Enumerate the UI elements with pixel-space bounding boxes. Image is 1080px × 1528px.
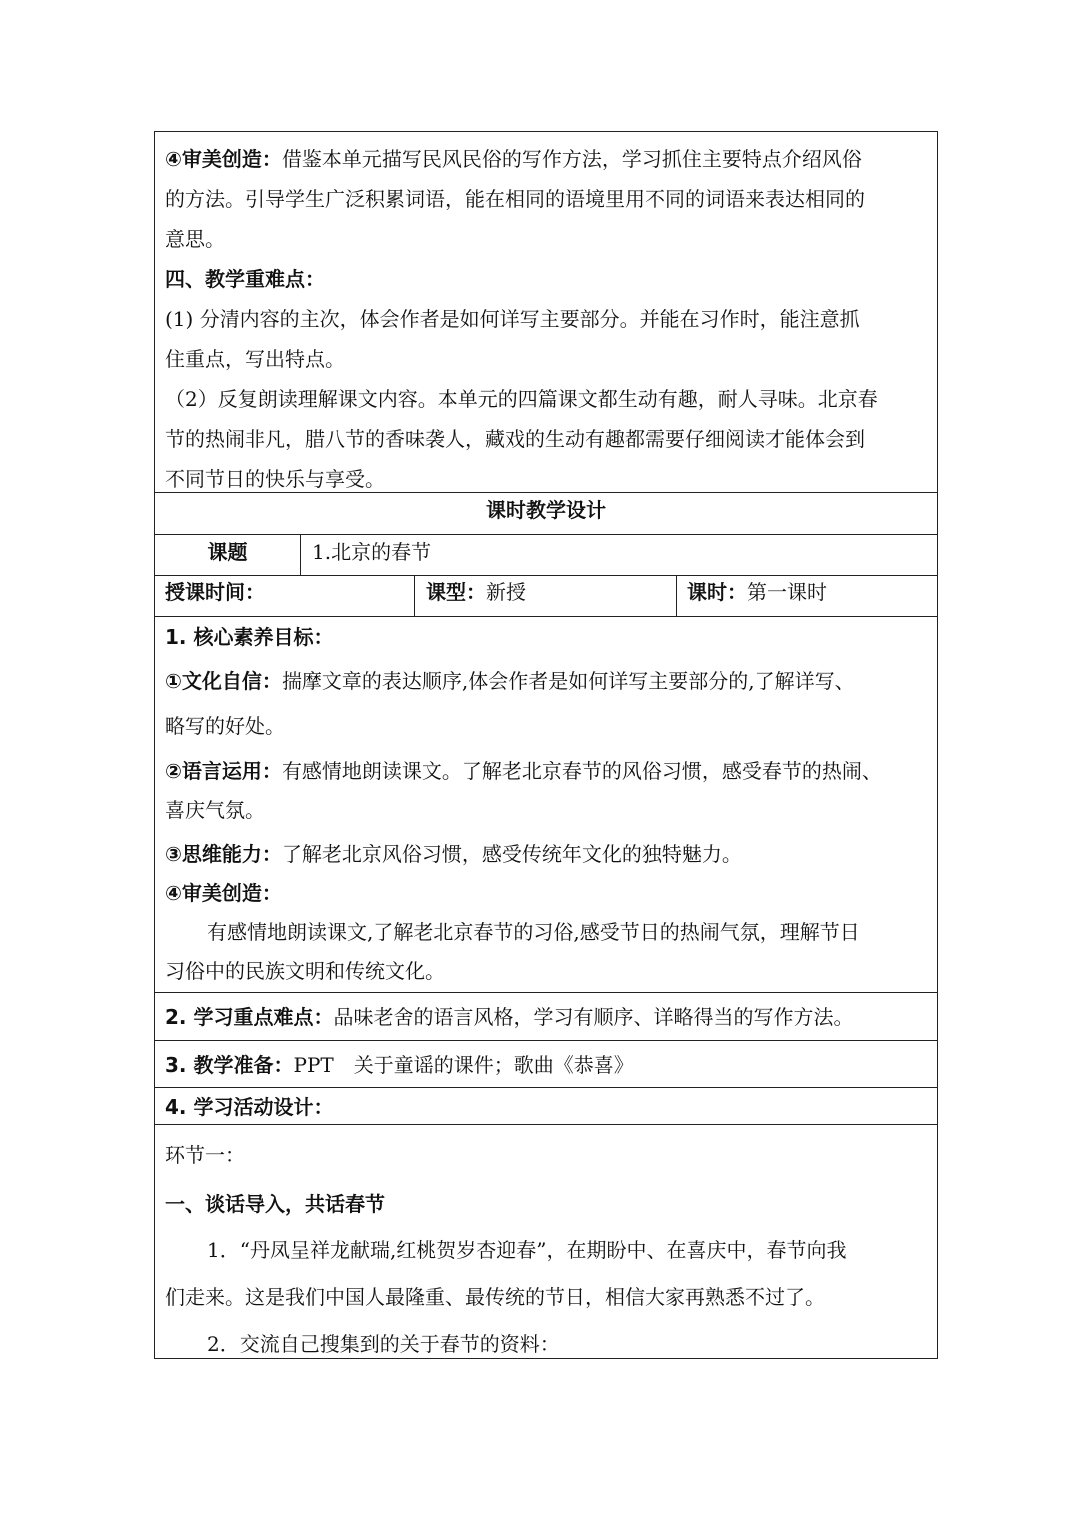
language-line-2: 喜庆气氛。 xyxy=(165,798,265,822)
key-points-row xyxy=(155,992,937,1040)
language-label: ②语言运用： xyxy=(165,759,282,783)
culture-line-1 xyxy=(165,669,855,693)
culture-text-1: 揣摩文章的表达顺序,体会作者是如何详写主要部分的,了解详写、 xyxy=(281,669,855,693)
culture-line-2: 略写的好处。 xyxy=(165,714,285,738)
topic-divider xyxy=(300,535,301,575)
period-cell xyxy=(687,580,827,604)
difficulty-1-line-1: (1) 分清内容的主次，体会作者是如何详写主要部分。并能在习作时，能注意抓 xyxy=(165,307,860,331)
aesthetic-line-1 xyxy=(165,147,862,171)
type-value: 新授 xyxy=(486,580,526,604)
key-points-label: 2. 学习重点难点： xyxy=(165,1005,334,1029)
difficulty-1-line-2: 住重点，写出特点。 xyxy=(165,347,345,371)
time-label: 授课时间： xyxy=(165,580,265,604)
schedule-row xyxy=(155,575,937,616)
difficulty-2-line-2: 节的热闹非凡，腊八节的香味袭人，藏戏的生动有趣都需要仔细阅读才能体会到 xyxy=(165,427,865,451)
type-label: 课型： xyxy=(426,580,486,604)
lesson-plan-table xyxy=(154,131,938,1359)
stage-heading: 一、谈话导入，共话春节 xyxy=(165,1192,385,1216)
language-line-1 xyxy=(165,759,882,783)
prep-line xyxy=(165,1053,634,1077)
activity-label: 4. 学习活动设计： xyxy=(165,1095,334,1119)
topic-label: 课题 xyxy=(207,540,248,564)
stage-p1-line-1: 1．“丹凤呈祥龙献瑞,红桃贺岁杏迎春”，在期盼中、在喜庆中，春节向我 xyxy=(207,1238,847,1262)
goals-aesthetic-line-1: 有感情地朗读课文,了解老北京春节的习俗,感受节日的热闹气氛，理解节日 xyxy=(207,920,860,944)
goals-heading: 1. 核心素养目标： xyxy=(165,625,334,649)
section-title: 课时教学设计 xyxy=(486,498,606,522)
goals-aesthetic-line-2: 习俗中的民族文明和传统文化。 xyxy=(165,959,445,983)
prep-row xyxy=(155,1040,937,1087)
difficulty-2-line-3: 不同节日的快乐与享受。 xyxy=(165,467,385,491)
goals-aesthetic-label: ④审美创造： xyxy=(165,881,282,905)
prep-value: PPT 关于童谣的课件；歌曲《恭喜》 xyxy=(293,1053,634,1077)
topic-row xyxy=(155,534,937,575)
language-text-1: 有感情地朗读课文。了解老北京春节的风俗习惯，感受春节的热闹、 xyxy=(281,759,882,783)
aesthetic-line-3: 意思。 xyxy=(165,227,225,251)
stage-one-cell xyxy=(155,1124,937,1358)
stage-label: 环节一： xyxy=(165,1143,245,1167)
key-points-value: 品味老舍的语言风格，学习有顺序、详略得当的写作方法。 xyxy=(333,1005,854,1029)
schedule-divider-2 xyxy=(676,576,677,616)
prep-label: 3. 教学准备： xyxy=(165,1053,294,1077)
section-title-row xyxy=(155,492,937,534)
key-points-line xyxy=(165,1005,853,1029)
thinking-label: ③思维能力： xyxy=(165,842,282,866)
culture-label: ①文化自信： xyxy=(165,669,282,693)
topic-value: 1.北京的春节 xyxy=(312,540,432,564)
core-goals-cell xyxy=(155,616,937,992)
aesthetic-line-2: 的方法。引导学生广泛积累词语，能在相同的语境里用不同的词语来表达相同的 xyxy=(165,187,865,211)
thinking-text-1: 了解老北京风俗习惯，感受传统年文化的独特魅力。 xyxy=(281,842,742,866)
activity-row xyxy=(155,1087,937,1124)
aesthetic-label: ④审美创造： xyxy=(165,147,282,171)
difficulty-2-line-1: （2）反复朗读理解课文内容。本单元的四篇课文都生动有趣，耐人寻味。北京春 xyxy=(165,387,878,411)
thinking-line-1 xyxy=(165,842,742,866)
stage-p1-line-2: 们走来。这是我们中国人最隆重、最传统的节日，相信大家再熟悉不过了。 xyxy=(165,1285,825,1309)
period-label: 课时： xyxy=(687,580,747,604)
period-value: 第一课时 xyxy=(747,580,827,604)
stage-p2-line-1: 2．交流自己搜集到的关于春节的资料： xyxy=(207,1332,560,1356)
aesthetic-text-1: 借鉴本单元描写民风民俗的写作方法，学习抓住主要特点介绍风俗 xyxy=(281,147,862,171)
difficulty-heading: 四、教学重难点： xyxy=(165,267,325,291)
type-cell xyxy=(426,580,526,604)
schedule-divider-1 xyxy=(414,576,415,616)
